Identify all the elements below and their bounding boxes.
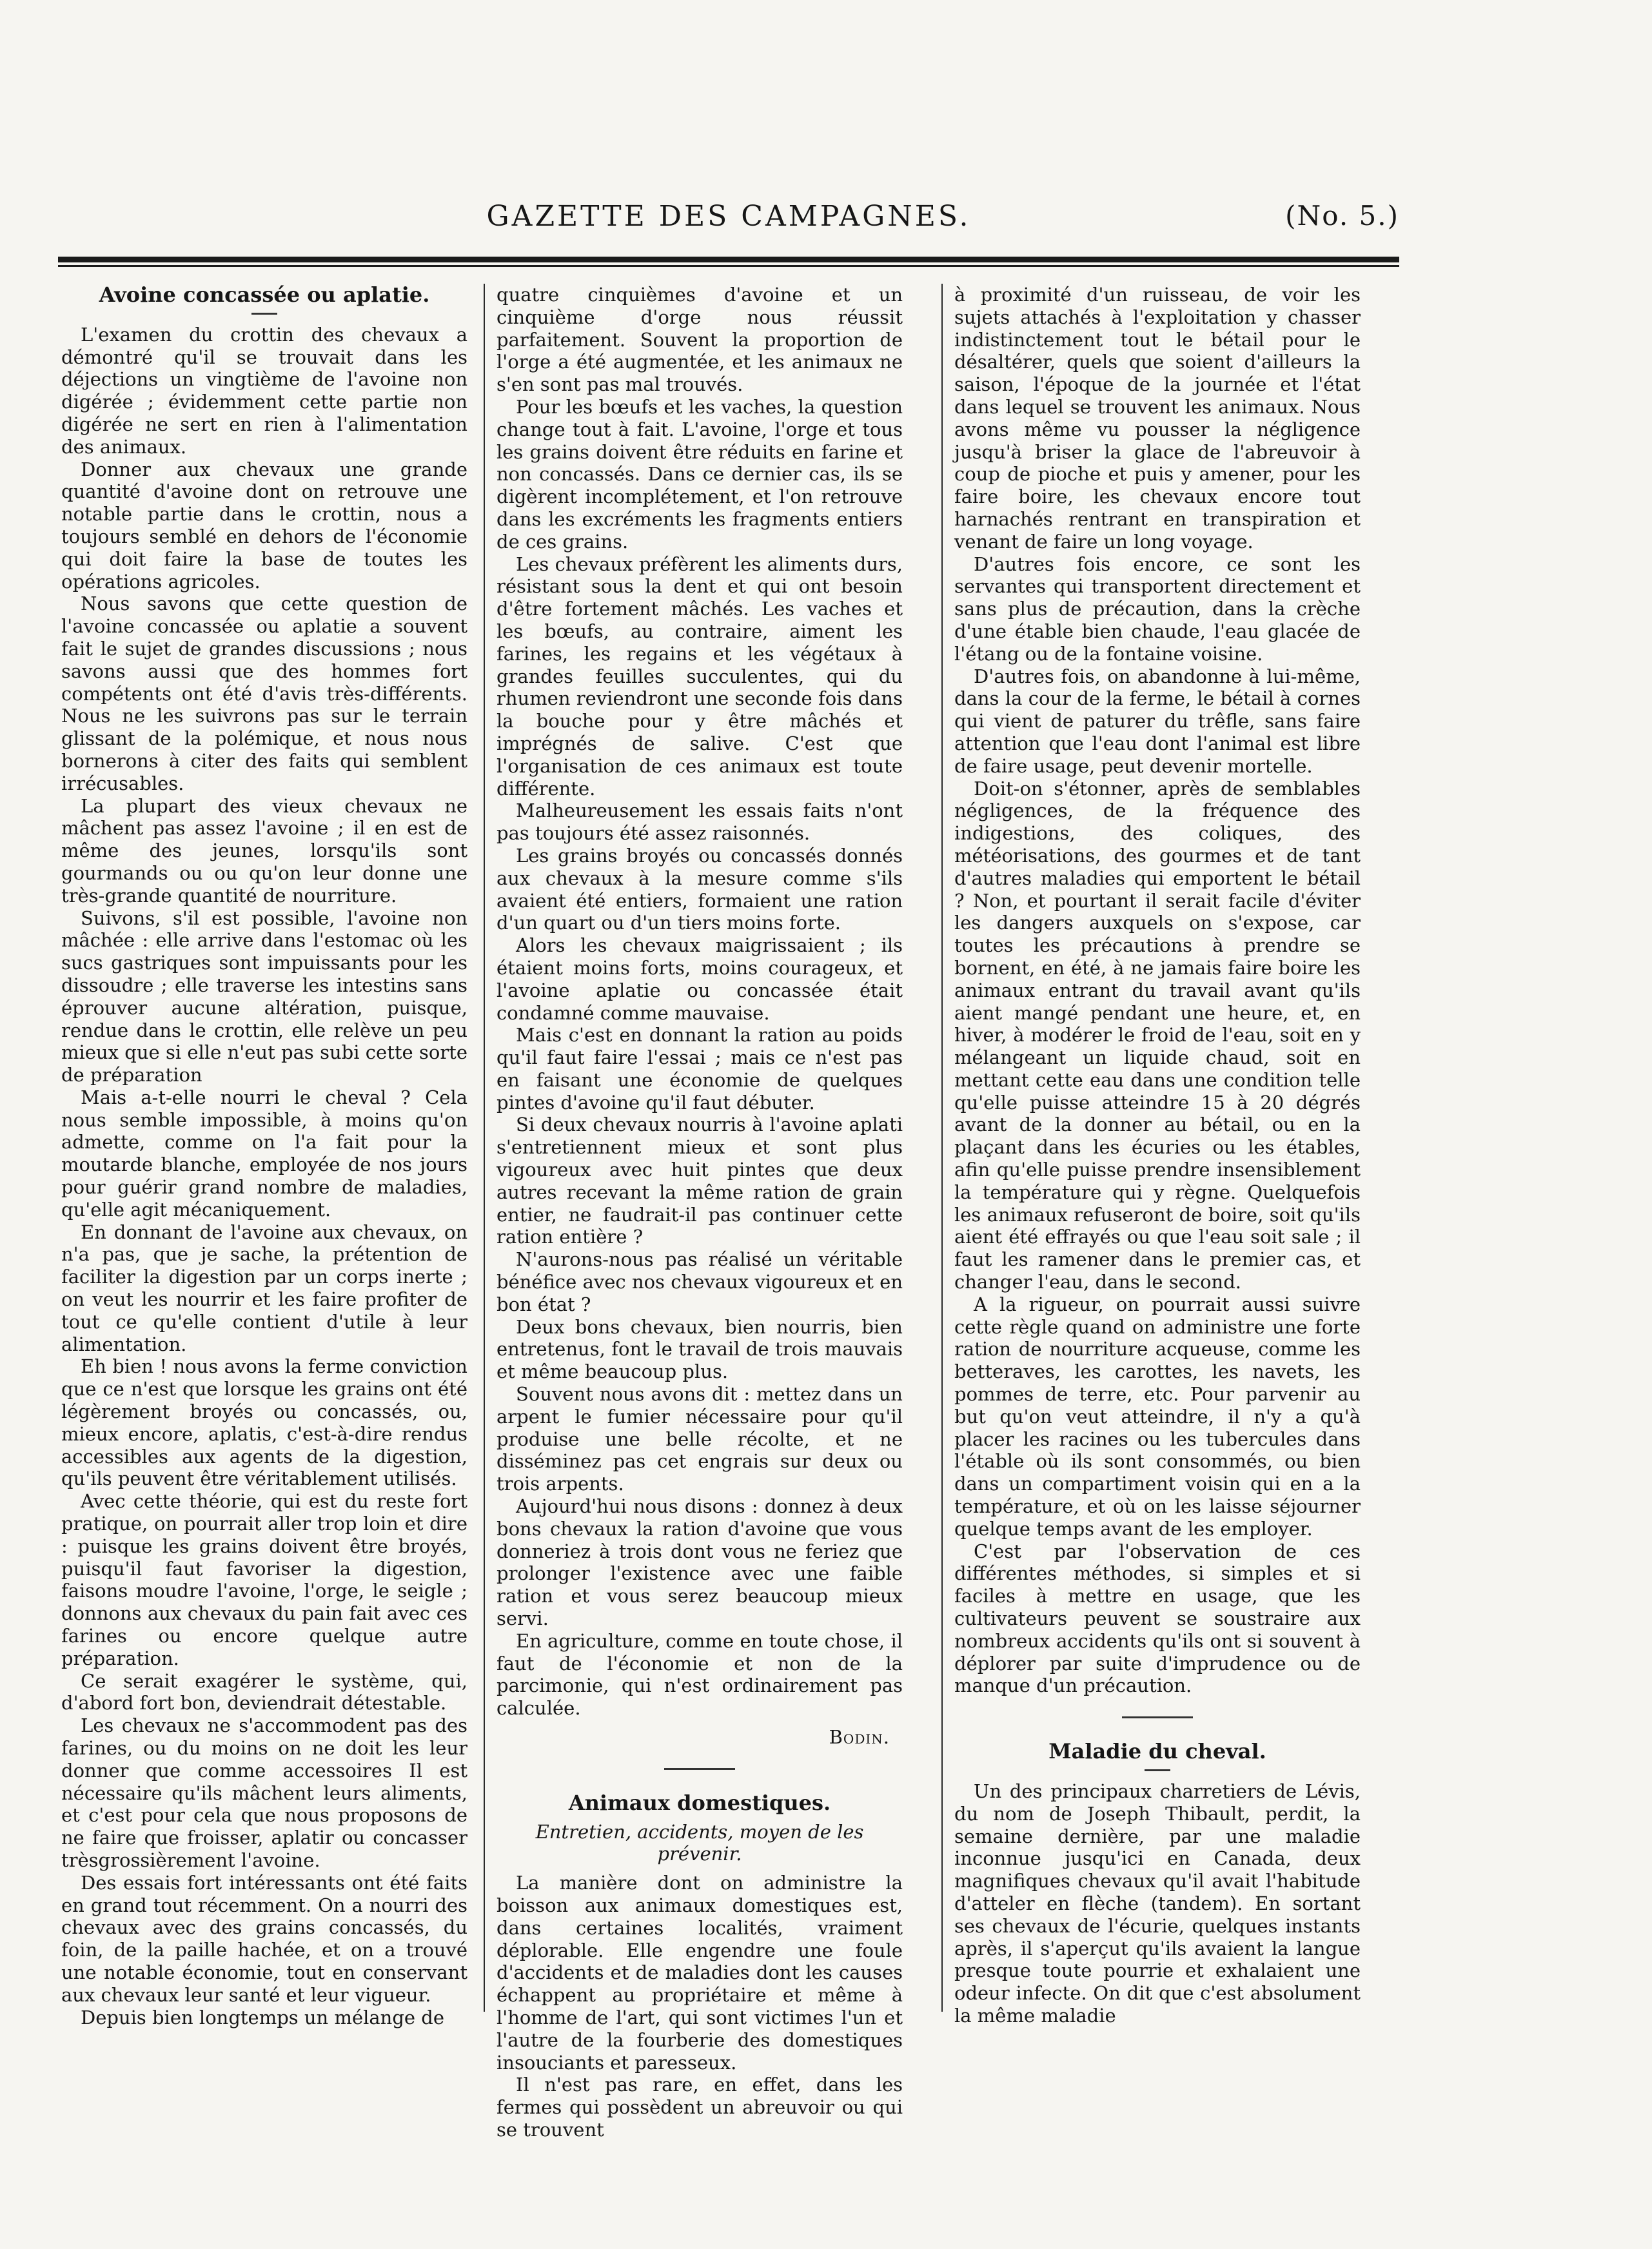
paragraph: La plupart des vieux chevaux ne mâchent pas assez l'avoine ; il en est de même des jeunes, lorsqu'ils sont gourmands ou ou qu'on leur donne une très-grande quantité de nourriture. bbox=[61, 794, 467, 907]
newspaper-title: GAZETTE DES CAMPAGNES. bbox=[486, 200, 971, 233]
paragraph: Mais c'est en donnant la ration au poids qu'il faut faire l'essai ; mais ce n'est pas en faisant une économie de quelques pintes d'avoine qu'il faut débuter. bbox=[497, 1024, 903, 1114]
paragraph: Ce serait exagérer le système, qui, d'abord fort bon, deviendrait détestable. bbox=[61, 1669, 467, 1714]
header-rule-thick bbox=[58, 257, 1399, 262]
paragraph: Il n'est pas rare, en effet, dans les fermes qui possèdent un abreuvoir ou qui se trouvent bbox=[497, 2074, 903, 2141]
paragraph: Les chevaux préfèrent les aliments durs, résistant sous la dent et qui ont besoin d'être fortement mâchés. Les vaches et les bœufs, au contraire, aiment les farines, les regains et les végétaux à grandes feuilles succulentes, qui du rhumen reviendront une seconde fois dans la bouche pour y être mâchés et imprégnés de salive. C'est que l'organisation de ces animaux est toute différente. bbox=[497, 553, 903, 800]
paragraph: Les chevaux ne s'accommodent pas des farines, ou du moins on ne doit les leur donner que comme accessoires Il est nécessaire qu'ils mâchent leurs aliments, et c'est pour cela que nous proposons de ne faire que froisser, aplatir ou concasser trèsgrossièrement l'avoine. bbox=[61, 1714, 467, 1871]
article-heading-avoine: Avoine concassée ou aplatie. bbox=[99, 282, 430, 307]
paragraph: N'aurons-nous pas réalisé un véritable bénéfice avec nos chevaux vigoureux et en bon état ? bbox=[497, 1248, 903, 1315]
paragraph: Doit-on s'étonner, après de semblables négligences, de la fréquence des indigestions, des coliques, des météorisations, des gourmes et de tant d'autres maladies qui emportent le bétail ? Non, et pourtant il serait facile d'éviter les dangers auxquels on s'expose, car toutes les précautions à prendre se bornent, en été, à ne jamais faire boire les animaux entrant du travail avant qu'ils aient mangé pendant une heure, et, en hiver, à modérer le froid de l'eau, soit en y mélangeant un liquide chaud, soit en mettant cette eau dans une condition telle qu'elle puisse atteindre 15 à 20 dégrés avant de la donner au bétail, ou en la plaçant dans les écuries ou les étables, afin qu'elle puisse prendre insensiblement la température qui y règne. Quelquefois les animaux refuseront de boire, soit qu'ils aient été effrayés ou que l'eau soit sale ; il faut les ramener dans le premier cas, et changer l'eau, dans le second. bbox=[954, 777, 1361, 1293]
paragraph: C'est par l'observation de ces différentes méthodes, si simples et si faciles à mettre en usage, que les cultivateurs peuvent se soustraire aux nombreux accidents qu'ils ont si souvent à déplorer par suite d'imprudence ou de manque d'un précaution. bbox=[954, 1540, 1361, 1697]
column-3 bbox=[954, 284, 1361, 2027]
paragraph: A la rigueur, on pourrait aussi suivre cette règle quand on administre une forte ration de nourriture acqueuse, comme les betteraves, les carottes, les navets, les pommes de terre, etc. Pour parvenir au but qu'on veut atteindre, il n'y a qu'à placer les racines ou les tubercules dans l'étable où ils sont consommés, ou bien dans un compartiment voisin qui en a la température, et où on les laisse séjourner quelque temps avant de les employer. bbox=[954, 1293, 1361, 1540]
paragraph: Souvent nous avons dit : mettez dans un arpent le fumier nécessaire pour qu'il produise une belle récolte, et ne disséminez pas cet engrais sur deux ou trois arpents. bbox=[497, 1383, 903, 1495]
column-divider-1 bbox=[484, 284, 485, 2012]
paragraph: Deux bons chevaux, bien nourris, bien entretenus, font le travail de trois mauvais et même beaucoup plus. bbox=[497, 1315, 903, 1383]
paragraph: Les grains broyés ou concassés donnés aux chevaux à la mesure comme s'ils avaient été entiers, formaient une ration d'un quart ou d'un tiers moins forte. bbox=[497, 844, 903, 934]
masthead bbox=[58, 193, 1399, 245]
paragraph: Pour les bœufs et les vaches, la question change tout à fait. L'avoine, l'orge et tous les grains doivent être réduits en farine et non concassés. Dans ce dernier cas, ils se digèrent incomplétement, et l'on retrouve dans les excréments les fragments entiers de ces grains. bbox=[497, 395, 903, 553]
paragraph: Aujourd'hui nous disons : donnez à deux bons chevaux la ration d'avoine que vous donneriez à trois dont vous ne feriez que prolonger l'existence avec une faible ration et vous serez beaucoup mieux servi. bbox=[497, 1495, 903, 1630]
paragraph: En agriculture, comme en toute chose, il faut de l'économie et non de la parcimonie, qui n'est ordinairement pas calculée. bbox=[497, 1629, 903, 1720]
paragraph: Avec cette théorie, qui est du reste fort pratique, on pourrait aller trop loin et dire : puisque les grains doivent être broyés, puisqu'il faut favoriser la digestion, faisons moudre l'avoine, l'orge, le seigle ; donnons aux chevaux du pain fait avec ces farines ou encore quelque autre préparation. bbox=[61, 1490, 467, 1669]
paragraph: En donnant de l'avoine aux chevaux, on n'a pas, que je sache, la prétention de faciliter la digestion par un corps inerte ; on veut les nourrir et les faire profiter de tout ce qu'elle contient d'utile à leur alimentation. bbox=[61, 1221, 467, 1355]
paragraph: L'examen du crottin des chevaux a démontré qu'il se trouvait dans les déjections un vingtième de l'avoine non digérée ; évidemment cette partie non digérée ne sert en rien à l'alimentation des animaux. bbox=[61, 323, 467, 458]
paragraph: Alors les chevaux maigrissaient ; ils étaient moins forts, moins courageux, et l'avoine aplatie ou concassée était condamné comme mauvaise. bbox=[497, 934, 903, 1024]
paragraph: La manière dont on administre la boisson aux animaux domestiques est, dans certaines localités, vraiment déplorable. Elle engendre une foule d'accidents et de maladies dont les causes échappent au propriétaire et même à l'homme de l'art, qui sont victimes l'un et l'autre de la fourberie des domestiques insouciants et paresseux. bbox=[497, 1872, 903, 2074]
paragraph: D'autres fois encore, ce sont les servantes qui transportent directement et sans plus de précaution, dans la crèche d'une étable bien chaude, l'eau glacée de l'étang ou de la fontaine voisine. bbox=[954, 553, 1361, 665]
article-heading-animaux: Animaux domestiques. bbox=[568, 1790, 831, 1815]
article-subheading: Entretien, accidents, moyen de les prévenir. bbox=[535, 1820, 864, 1865]
paragraph: à proximité d'un ruisseau, de voir les sujets attachés à l'exploitation y chasser indistinctement tout le bétail pour le désaltérer, quels que soient d'ailleurs la saison, l'époque de la journée et l'état dans lequel se trouvent les animaux. Nous avons même vu pousser la négligence jusqu'à briser la glace de l'abreuvoir à coup de pioche et puis y amener, pour les faire boire, les chevaux encore tout harnachés rentrant en transpiration et venant de faire un long voyage. bbox=[954, 284, 1361, 553]
paragraph: Mais a-t-elle nourri le cheval ? Cela nous semble impossible, à moins qu'on admette, comme on l'a fait pour la moutarde blanche, employée de nos jours pour guérir grand nombre de maladies, qu'elle agit mécaniquement. bbox=[61, 1086, 467, 1221]
paragraph: Eh bien ! nous avons la ferme conviction que ce n'est que lorsque les grains ont été légèrement broyés ou concassés, ou, mieux encore, aplatis, c'est-à-dire rendus accessibles aux agents de la digestion, qu'ils peuvent être véritablement utilisés. bbox=[61, 1355, 467, 1490]
heading-separator bbox=[1145, 1769, 1170, 1771]
paragraph: quatre cinquièmes d'avoine et un cinquième d'orge nous réussit parfaitement. Souvent la proportion de l'orge a été augmentée, et les animaux ne s'en sont pas mal trouvés. bbox=[497, 284, 903, 396]
paragraph: Des essais fort intéressants ont été faits en grand tout récemment. On a nourri des chevaux avec des grains concassés, du foin, de la paille hachée, et on a trouvé une notable économie, tout en conservant aux chevaux leur santé et leur vigueur. bbox=[61, 1871, 467, 2006]
paragraph: Depuis bien longtemps un mélange de bbox=[81, 2006, 445, 2028]
issue-number: (No. 5.) bbox=[1285, 200, 1399, 231]
heading-separator bbox=[251, 313, 277, 315]
column-2 bbox=[497, 284, 903, 2141]
column-divider-2 bbox=[941, 284, 943, 2012]
column-1 bbox=[61, 284, 467, 2028]
paragraph: D'autres fois, on abandonne à lui-même, dans la cour de la ferme, le bétail à cornes qui vient de paturer du trêfle, sans faire attention que l'eau dont l'animal est libre de faire usage, peut devenir mortelle. bbox=[954, 665, 1361, 777]
author-signature: Bodin. bbox=[829, 1726, 890, 1748]
paragraph: Suivons, s'il est possible, l'avoine non mâchée : elle arrive dans l'estomac où les sucs gastriques sont impuissants pour les dissoudre ; elle traverse les intestins sans éprouver aucune altération, puisque, rendue dans le crottin, elle relève un peu mieux que si elle n'eut pas subi cette sorte de préparation bbox=[61, 907, 467, 1086]
paragraph: Si deux chevaux nourris à l'avoine aplati s'entretiennent mieux et sont plus vigoureux avec huit pintes que deux autres recevant la même ration de grain entier, ne faudrait-il pas continuer cette ration entière ? bbox=[497, 1114, 903, 1248]
article-separator bbox=[664, 1768, 735, 1770]
paragraph: Donner aux chevaux une grande quantité d'avoine dont on retrouve une notable partie dans le crottin, nous a toujours semblé en dehors de l'économie qui doit faire la base de toutes les opérations agricoles. bbox=[61, 458, 467, 593]
article-separator bbox=[1122, 1716, 1193, 1718]
paragraph: Un des principaux charretiers de Lévis, du nom de Joseph Thibault, perdit, la semaine dernière, par une maladie inconnue jusqu'ici en Canada, deux magnifiques chevaux qu'il avait l'habitude d'atteler en flèche (tandem). En sortant ses chevaux de l'écurie, quelques instants après, il s'aperçut qu'ils avaient la langue presque toute pourrie et exhalaient une odeur infecte. On dit que c'est absolument la même maladie bbox=[954, 1780, 1361, 2027]
paragraph: Nous savons que cette question de l'avoine concassée ou aplatie a souvent fait le sujet de grandes discussions ; nous savons aussi que des hommes fort compétents ont été d'avis très-différents. Nous ne les suivrons pas sur le terrain glissant de la polémique, et nous nous bornerons à citer des faits qui semblent irrécusables. bbox=[61, 593, 467, 794]
paragraph: Malheureusement les essais faits n'ont pas toujours été assez raisonnés. bbox=[497, 800, 903, 845]
article-heading-maladie: Maladie du cheval. bbox=[1048, 1739, 1266, 1764]
header-rule-thin bbox=[58, 265, 1399, 267]
